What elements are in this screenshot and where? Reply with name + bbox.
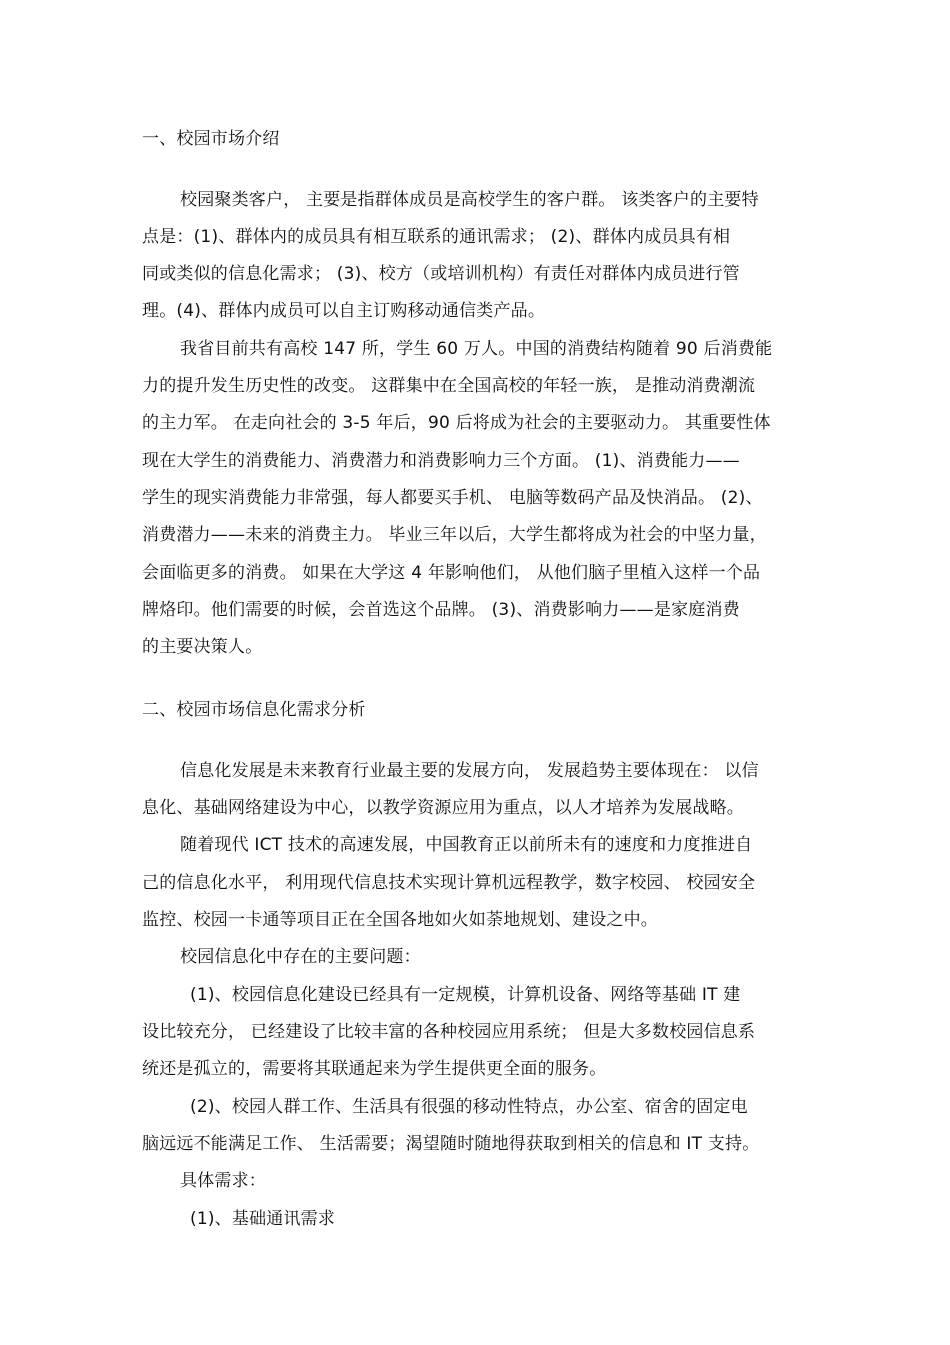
section-heading-2: 二、校园市场信息化需求分析: [142, 700, 366, 720]
paragraph-line: 设比较充分， 已经建设了比较丰富的各种校园应用系统； 但是大多数校园信息系: [142, 1022, 756, 1042]
paragraph-line: 的主力军。 在走向社会的 3-5 年后，90 后将成为社会的主要驱动力。 其重要性体: [142, 413, 771, 433]
paragraph-line: 脑远远不能满足工作、 生活需要；渴望随时随地得获取到相关的信息和 IT 支持。: [142, 1134, 760, 1154]
paragraph-line: 力的提升发生历史性的改变。 这群集中在全国高校的年轻一族， 是推动消费潮流: [142, 376, 756, 396]
paragraph-line: 随着现代 ICT 技术的高速发展，中国教育正以前所未有的速度和力度推进自: [180, 835, 753, 855]
paragraph-line: 校园聚类客户， 主要是指群体成员是高校学生的客户群。 该类客户的主要特: [180, 190, 759, 210]
paragraph-line: 学生的现实消费能力非常强，每人都要买手机、 电脑等数码产品及快消品。 (2)、: [142, 488, 763, 508]
paragraph-line: 消费潜力——未来的消费主力。 毕业三年以后，大学生都将成为社会的中坚力量，: [142, 525, 767, 545]
paragraph-line: (1)、基础通讯需求: [190, 1209, 336, 1229]
section-heading-1: 一、校园市场介绍: [142, 129, 280, 149]
paragraph-line: 点是：(1)、群体内的成员具有相互联系的通讯需求； (2)、群体内成员具有相: [142, 227, 731, 247]
paragraph-line: 会面临更多的消费。 如果在大学这 4 年影响他们， 从他们脑子里植入这样一个品: [142, 563, 761, 583]
paragraph-line: 信息化发展是未来教育行业最主要的发展方向， 发展趋势主要体现在： 以信: [180, 761, 759, 781]
paragraph-line: 具体需求：: [180, 1171, 266, 1191]
paragraph-line: 我省目前共有高校 147 所，学生 60 万人。中国的消费结构随着 90 后消费能: [180, 339, 773, 359]
paragraph-line: (1)、校园信息化建设已经具有一定规模，计算机设备、网络等基础 IT 建: [190, 985, 741, 1005]
paragraph-line: 统还是孤立的，需要将其联通起来为学生提供更全面的服务。: [142, 1059, 607, 1079]
paragraph-line: (2)、校园人群工作、生活具有很强的移动性特点，办公室、宿舍的固定电: [190, 1097, 748, 1117]
paragraph-line: 校园信息化中存在的主要问题：: [180, 947, 421, 967]
paragraph-line: 同或类似的信息化需求； (3)、校方（或培训机构）有责任对群体内成员进行管: [142, 264, 740, 284]
paragraph-line: 监控、校园一卡通等项目正在全国各地如火如荼地规划、建设之中。: [142, 910, 658, 930]
paragraph-line: 理。(4)、群体内成员可以自主订购移动通信类产品。: [142, 301, 546, 321]
paragraph-line: 己的信息化水平， 利用现代信息技术实现计算机远程教学，数字校园、 校园安全: [142, 873, 756, 893]
paragraph-line: 的主要决策人。: [142, 637, 263, 657]
paragraph-line: 息化、基础网络建设为中心，以教学资源应用为重点，以人才培养为发展战略。: [142, 798, 744, 818]
paragraph-line: 现在大学生的消费能力、消费潜力和消费影响力三个方面。 (1)、消费能力——: [142, 451, 740, 471]
paragraph-line: 牌烙印。他们需要的时候，会首选这个品牌。 (3)、消费影响力——是家庭消费: [142, 600, 740, 620]
